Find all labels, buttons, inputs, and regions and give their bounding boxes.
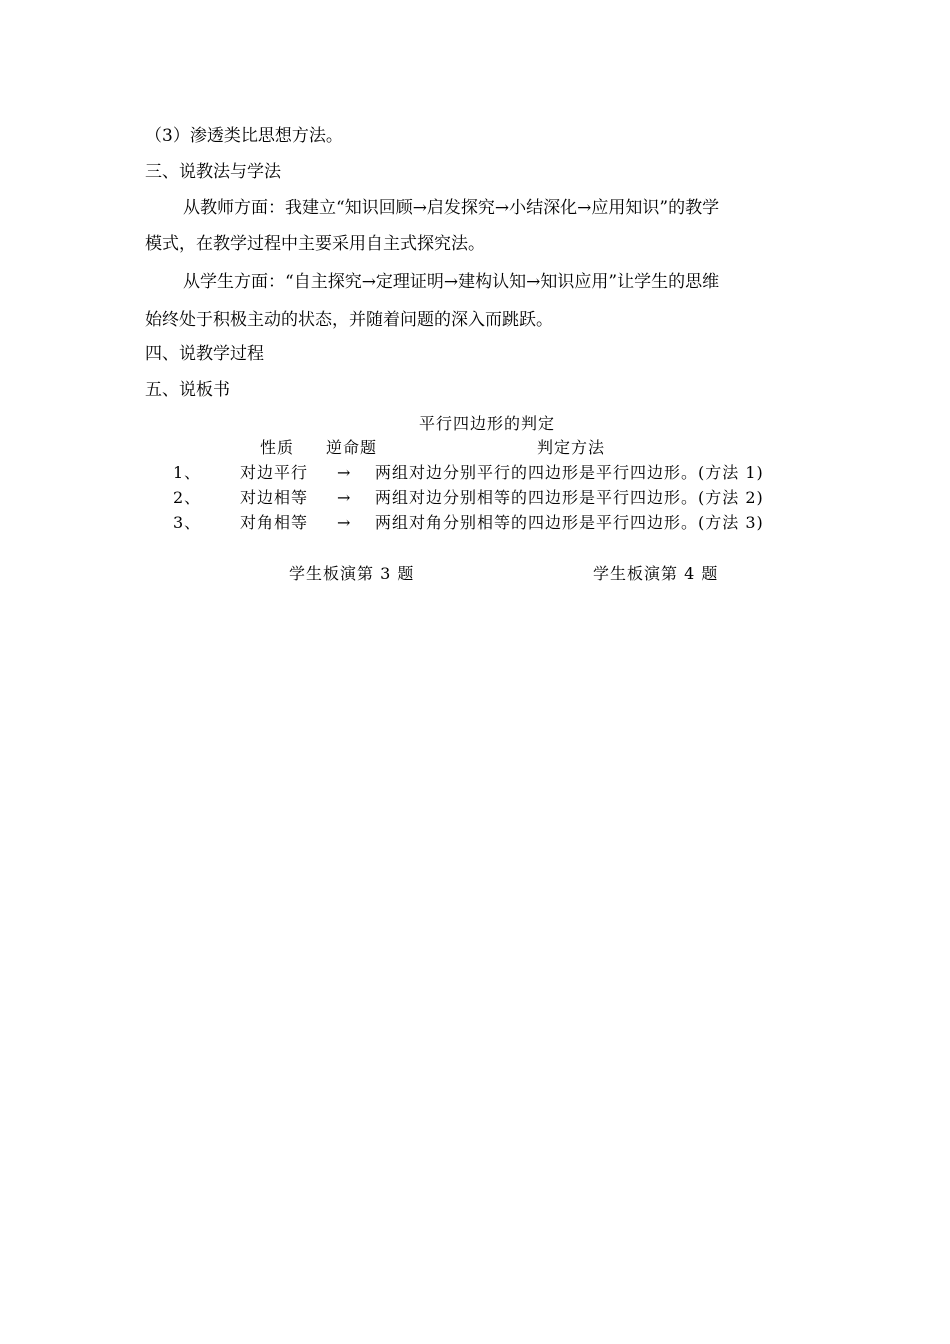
board-title: 平行四边形的判定 [419, 414, 556, 433]
header-property: 性质 [260, 438, 295, 457]
row-3-property: 对角相等 [240, 513, 309, 532]
footer-student-problem-3: 学生板演第 3 题 [289, 564, 415, 583]
row-1-property: 对边平行 [240, 463, 309, 482]
student-paragraph-line-1: 从学生方面：“自主探究→定理证明→建构认知→知识应用”让学生的思维 [183, 272, 720, 292]
row-1-method: 两组对边分别平行的四边形是平行四边形。(方法 1) [375, 463, 764, 482]
teacher-paragraph-line-1: 从教师方面：我建立“知识回顾→启发探究→小结深化→应用知识”的教学 [183, 198, 720, 218]
row-2-number: 2、 [173, 488, 202, 507]
row-1-arrow: → [337, 463, 352, 482]
heading-teaching-process: 四、说教学过程 [145, 344, 264, 364]
header-method: 判定方法 [537, 438, 606, 457]
student-paragraph-line-2: 始终处于积极主动的状态，并随着问题的深入而跳跃。 [145, 310, 553, 330]
row-3-method: 两组对角分别相等的四边形是平行四边形。(方法 3) [375, 513, 764, 532]
footer-student-problem-4: 学生板演第 4 题 [593, 564, 719, 583]
heading-blackboard: 五、说板书 [145, 380, 230, 400]
item-3-analogy: （3）渗透类比思想方法。 [145, 126, 343, 146]
header-converse: 逆命题 [326, 438, 378, 457]
row-3-arrow: → [337, 513, 352, 532]
row-2-method: 两组对边分别相等的四边形是平行四边形。(方法 2) [375, 488, 764, 507]
row-2-arrow: → [337, 488, 352, 507]
heading-teaching-methods: 三、说教法与学法 [145, 162, 281, 182]
row-1-number: 1、 [173, 463, 202, 482]
row-3-number: 3、 [173, 513, 202, 532]
row-2-property: 对边相等 [240, 488, 309, 507]
teacher-paragraph-line-2: 模式，在教学过程中主要采用自主式探究法。 [145, 234, 485, 254]
